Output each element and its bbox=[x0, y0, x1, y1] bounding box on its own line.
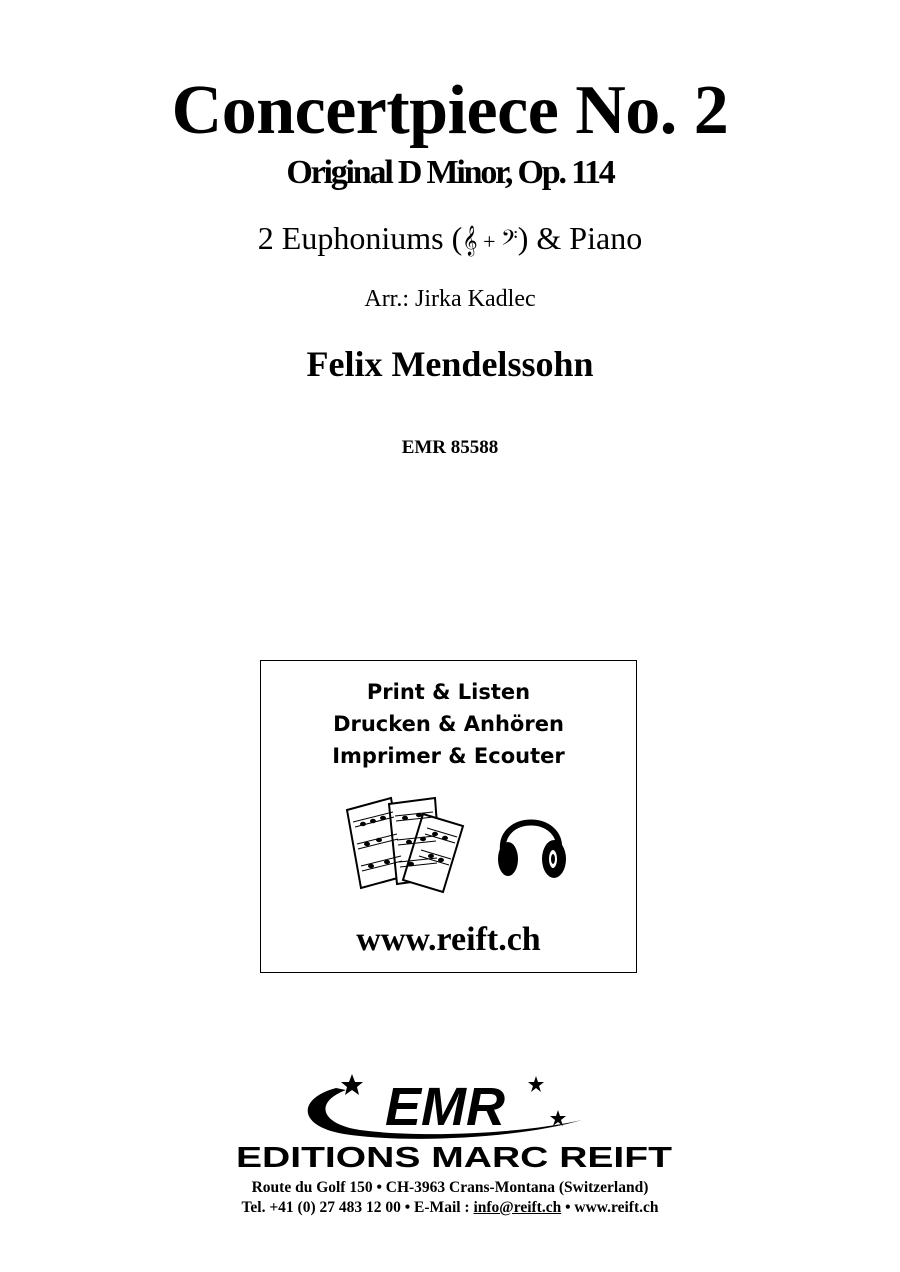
publisher-address: Route du Golf 150 • CH-3963 Crans-Montana (Switzerland) bbox=[251, 1179, 649, 1196]
promo-website-link[interactable]: www.reift.ch bbox=[356, 921, 541, 958]
contact-web: • www.reift.ch bbox=[561, 1199, 659, 1216]
headphones-icon bbox=[493, 801, 569, 881]
treble-clef-icon: 𝄞 bbox=[462, 226, 478, 256]
promo-line-french: Imprimer & Ecouter bbox=[332, 744, 565, 768]
promo-line-german: Drucken & Anhören bbox=[333, 712, 564, 736]
arranger: Arr.: Jirka Kadlec bbox=[364, 286, 536, 312]
promo-line-english: Print & Listen bbox=[366, 680, 531, 704]
contact-email-link[interactable]: info@reift.ch bbox=[473, 1199, 562, 1216]
bass-clef-icon: 𝄢 bbox=[501, 226, 518, 256]
catalog-number: EMR 85588 bbox=[401, 437, 499, 458]
publisher-contact bbox=[0, 1200, 900, 1216]
publisher-name-text: EDITIONS MARC REIFT bbox=[236, 1142, 673, 1172]
composer: Felix Mendelssohn bbox=[306, 344, 594, 384]
emr-logo-text: EMR bbox=[385, 1077, 505, 1137]
subtitle: Original D Minor, Op. 114 bbox=[286, 154, 614, 191]
contact-tel: Tel. +41 (0) 27 483 12 00 • E-Mail : bbox=[241, 1199, 474, 1216]
print-listen-box bbox=[260, 660, 637, 973]
publisher-name bbox=[234, 1142, 674, 1172]
instrumentation-text-after: ) & Piano bbox=[517, 220, 643, 256]
emr-logo bbox=[300, 1072, 590, 1144]
sheet-music-icon bbox=[341, 794, 471, 894]
instrumentation-text-before: 2 Euphoniums ( bbox=[257, 220, 463, 256]
instrumentation-plus: + bbox=[477, 229, 502, 254]
page-title: Concertpiece No. 2 bbox=[171, 72, 729, 149]
instrumentation bbox=[0, 222, 900, 254]
